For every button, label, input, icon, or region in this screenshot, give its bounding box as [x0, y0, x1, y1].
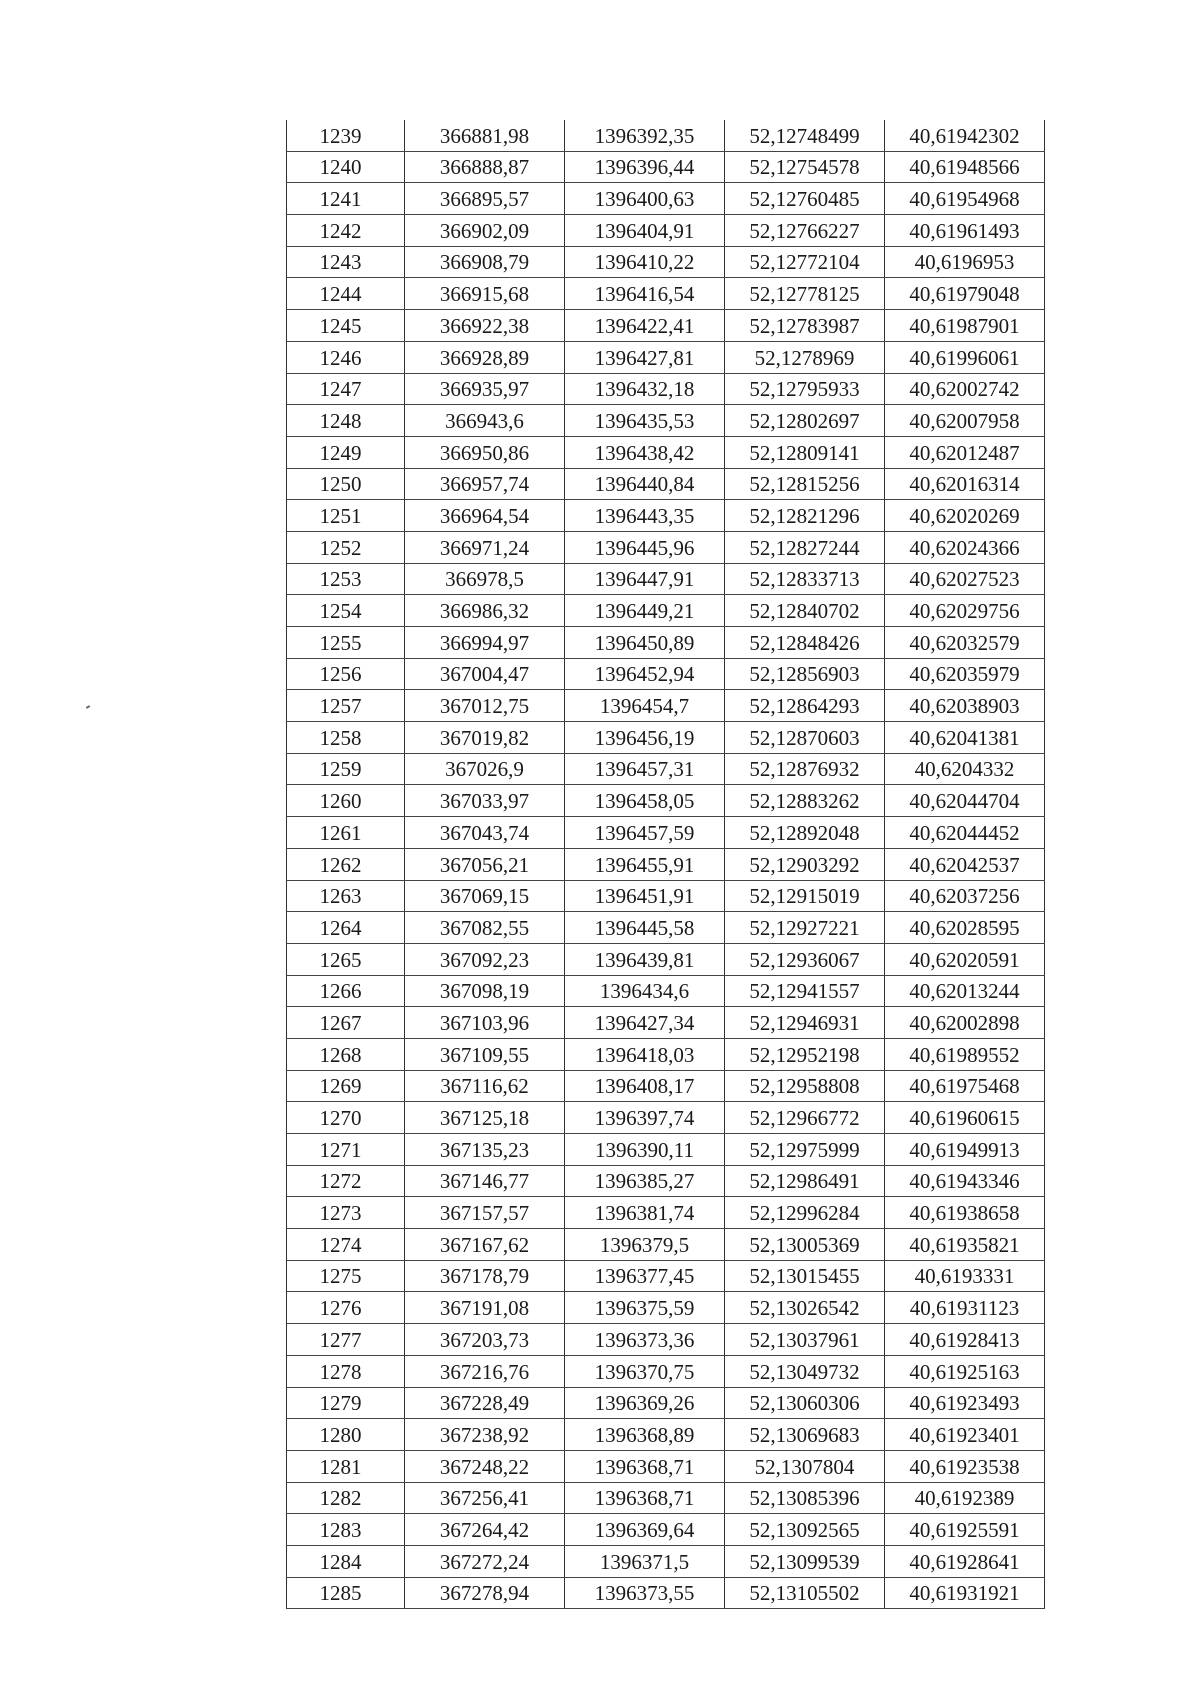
x-coordinate-cell: 366908,79 [405, 246, 565, 278]
table-row [287, 627, 1045, 659]
x-coordinate-cell: 367116,62 [405, 1070, 565, 1102]
longitude-cell: 40,61925163 [885, 1355, 1045, 1387]
y-coordinate-cell: 1396385,27 [565, 1165, 725, 1197]
x-coordinate-cell: 367109,55 [405, 1038, 565, 1070]
x-coordinate-cell: 366986,32 [405, 595, 565, 627]
longitude-cell: 40,61923401 [885, 1419, 1045, 1451]
longitude-cell: 40,61975468 [885, 1070, 1045, 1102]
latitude-cell: 52,12892048 [725, 817, 885, 849]
table-row [287, 373, 1045, 405]
longitude-cell: 40,62044452 [885, 817, 1045, 849]
point-number-cell: 1245 [287, 310, 405, 342]
x-coordinate-cell: 366902,09 [405, 215, 565, 247]
point-number-cell: 1265 [287, 943, 405, 975]
point-number-cell: 1259 [287, 753, 405, 785]
latitude-cell: 52,13069683 [725, 1419, 885, 1451]
coordinates-table-body [287, 120, 1045, 1609]
point-number-cell: 1260 [287, 785, 405, 817]
latitude-cell: 52,12815256 [725, 468, 885, 500]
longitude-cell: 40,62002898 [885, 1007, 1045, 1039]
y-coordinate-cell: 1396434,6 [565, 975, 725, 1007]
y-coordinate-cell: 1396410,22 [565, 246, 725, 278]
table-row [287, 1450, 1045, 1482]
latitude-cell: 52,12864293 [725, 690, 885, 722]
y-coordinate-cell: 1396457,31 [565, 753, 725, 785]
point-number-cell: 1275 [287, 1260, 405, 1292]
table-row [287, 310, 1045, 342]
x-coordinate-cell: 366915,68 [405, 278, 565, 310]
longitude-cell: 40,62044704 [885, 785, 1045, 817]
longitude-cell: 40,61928413 [885, 1324, 1045, 1356]
longitude-cell: 40,61949913 [885, 1134, 1045, 1166]
table-row [287, 722, 1045, 754]
y-coordinate-cell: 1396377,45 [565, 1260, 725, 1292]
x-coordinate-cell: 366971,24 [405, 531, 565, 563]
latitude-cell: 52,12876932 [725, 753, 885, 785]
point-number-cell: 1248 [287, 405, 405, 437]
longitude-cell: 40,61960615 [885, 1102, 1045, 1134]
table-row [287, 1514, 1045, 1546]
x-coordinate-cell: 367004,47 [405, 658, 565, 690]
point-number-cell: 1257 [287, 690, 405, 722]
point-number-cell: 1285 [287, 1577, 405, 1609]
latitude-cell: 52,12856903 [725, 658, 885, 690]
x-coordinate-cell: 367272,24 [405, 1545, 565, 1577]
point-number-cell: 1249 [287, 436, 405, 468]
x-coordinate-cell: 366895,57 [405, 183, 565, 215]
y-coordinate-cell: 1396447,91 [565, 563, 725, 595]
longitude-cell: 40,61996061 [885, 341, 1045, 373]
x-coordinate-cell: 367082,55 [405, 912, 565, 944]
x-coordinate-cell: 367191,08 [405, 1292, 565, 1324]
point-number-cell: 1242 [287, 215, 405, 247]
y-coordinate-cell: 1396392,35 [565, 120, 725, 151]
longitude-cell: 40,62028595 [885, 912, 1045, 944]
latitude-cell: 52,12821296 [725, 500, 885, 532]
y-coordinate-cell: 1396440,84 [565, 468, 725, 500]
latitude-cell: 52,12975999 [725, 1134, 885, 1166]
latitude-cell: 52,12783987 [725, 310, 885, 342]
point-number-cell: 1255 [287, 627, 405, 659]
table-row [287, 341, 1045, 373]
longitude-cell: 40,62024366 [885, 531, 1045, 563]
latitude-cell: 52,12952198 [725, 1038, 885, 1070]
table-row [287, 595, 1045, 627]
point-number-cell: 1263 [287, 880, 405, 912]
y-coordinate-cell: 1396438,42 [565, 436, 725, 468]
table-row [287, 183, 1045, 215]
longitude-cell: 40,61943346 [885, 1165, 1045, 1197]
latitude-cell: 52,12848426 [725, 627, 885, 659]
x-coordinate-cell: 367178,79 [405, 1260, 565, 1292]
x-coordinate-cell: 366935,97 [405, 373, 565, 405]
table-row [287, 1419, 1045, 1451]
longitude-cell: 40,61979048 [885, 278, 1045, 310]
y-coordinate-cell: 1396456,19 [565, 722, 725, 754]
y-coordinate-cell: 1396427,34 [565, 1007, 725, 1039]
x-coordinate-cell: 366978,5 [405, 563, 565, 595]
latitude-cell: 52,12827244 [725, 531, 885, 563]
x-coordinate-cell: 366994,97 [405, 627, 565, 659]
x-coordinate-cell: 366928,89 [405, 341, 565, 373]
x-coordinate-cell: 367228,49 [405, 1387, 565, 1419]
y-coordinate-cell: 1396458,05 [565, 785, 725, 817]
point-number-cell: 1261 [287, 817, 405, 849]
table-row [287, 975, 1045, 1007]
longitude-cell: 40,61931921 [885, 1577, 1045, 1609]
table-row [287, 1387, 1045, 1419]
latitude-cell: 52,12795933 [725, 373, 885, 405]
y-coordinate-cell: 1396432,18 [565, 373, 725, 405]
y-coordinate-cell: 1396445,96 [565, 531, 725, 563]
point-number-cell: 1243 [287, 246, 405, 278]
table-row [287, 1134, 1045, 1166]
point-number-cell: 1278 [287, 1355, 405, 1387]
longitude-cell: 40,62032579 [885, 627, 1045, 659]
table-row [287, 278, 1045, 310]
point-number-cell: 1262 [287, 848, 405, 880]
y-coordinate-cell: 1396457,59 [565, 817, 725, 849]
table-row [287, 1229, 1045, 1261]
table-row [287, 1007, 1045, 1039]
table-row [287, 1260, 1045, 1292]
x-coordinate-cell: 367125,18 [405, 1102, 565, 1134]
x-coordinate-cell: 366950,86 [405, 436, 565, 468]
point-number-cell: 1246 [287, 341, 405, 373]
table-row [287, 1577, 1045, 1609]
point-number-cell: 1271 [287, 1134, 405, 1166]
x-coordinate-cell: 366957,74 [405, 468, 565, 500]
x-coordinate-cell: 367157,57 [405, 1197, 565, 1229]
latitude-cell: 52,1278969 [725, 341, 885, 373]
table-row [287, 817, 1045, 849]
latitude-cell: 52,12748499 [725, 120, 885, 151]
table-row [287, 880, 1045, 912]
point-number-cell: 1282 [287, 1482, 405, 1514]
longitude-cell: 40,61923538 [885, 1450, 1045, 1482]
longitude-cell: 40,62007958 [885, 405, 1045, 437]
x-coordinate-cell: 367264,42 [405, 1514, 565, 1546]
latitude-cell: 52,12927221 [725, 912, 885, 944]
longitude-cell: 40,62002742 [885, 373, 1045, 405]
latitude-cell: 52,13015455 [725, 1260, 885, 1292]
latitude-cell: 52,13037961 [725, 1324, 885, 1356]
longitude-cell: 40,62027523 [885, 563, 1045, 595]
table-row [287, 1102, 1045, 1134]
y-coordinate-cell: 1396450,89 [565, 627, 725, 659]
y-coordinate-cell: 1396390,11 [565, 1134, 725, 1166]
longitude-cell: 40,6193331 [885, 1260, 1045, 1292]
latitude-cell: 52,12986491 [725, 1165, 885, 1197]
latitude-cell: 52,12772104 [725, 246, 885, 278]
latitude-cell: 52,12754578 [725, 151, 885, 183]
x-coordinate-cell: 366943,6 [405, 405, 565, 437]
x-coordinate-cell: 367019,82 [405, 722, 565, 754]
point-number-cell: 1252 [287, 531, 405, 563]
point-number-cell: 1281 [287, 1450, 405, 1482]
y-coordinate-cell: 1396370,75 [565, 1355, 725, 1387]
y-coordinate-cell: 1396451,91 [565, 880, 725, 912]
y-coordinate-cell: 1396368,89 [565, 1419, 725, 1451]
y-coordinate-cell: 1396400,63 [565, 183, 725, 215]
x-coordinate-cell: 367043,74 [405, 817, 565, 849]
y-coordinate-cell: 1396435,53 [565, 405, 725, 437]
table-row [287, 1070, 1045, 1102]
point-number-cell: 1253 [287, 563, 405, 595]
x-coordinate-cell: 367216,76 [405, 1355, 565, 1387]
table-row [287, 531, 1045, 563]
y-coordinate-cell: 1396396,44 [565, 151, 725, 183]
point-number-cell: 1256 [287, 658, 405, 690]
x-coordinate-cell: 367146,77 [405, 1165, 565, 1197]
x-coordinate-cell: 366888,87 [405, 151, 565, 183]
y-coordinate-cell: 1396445,58 [565, 912, 725, 944]
latitude-cell: 52,12840702 [725, 595, 885, 627]
point-number-cell: 1280 [287, 1419, 405, 1451]
point-number-cell: 1251 [287, 500, 405, 532]
x-coordinate-cell: 367103,96 [405, 1007, 565, 1039]
y-coordinate-cell: 1396369,26 [565, 1387, 725, 1419]
longitude-cell: 40,62012487 [885, 436, 1045, 468]
longitude-cell: 40,62041381 [885, 722, 1045, 754]
point-number-cell: 1276 [287, 1292, 405, 1324]
point-number-cell: 1241 [287, 183, 405, 215]
y-coordinate-cell: 1396439,81 [565, 943, 725, 975]
y-coordinate-cell: 1396454,7 [565, 690, 725, 722]
y-coordinate-cell: 1396373,55 [565, 1577, 725, 1609]
point-number-cell: 1250 [287, 468, 405, 500]
latitude-cell: 52,13005369 [725, 1229, 885, 1261]
longitude-cell: 40,62038903 [885, 690, 1045, 722]
latitude-cell: 52,12833713 [725, 563, 885, 595]
longitude-cell: 40,62037256 [885, 880, 1045, 912]
point-number-cell: 1283 [287, 1514, 405, 1546]
table-row [287, 848, 1045, 880]
coordinates-table [286, 120, 1045, 1609]
table-row [287, 1292, 1045, 1324]
latitude-cell: 52,12766227 [725, 215, 885, 247]
point-number-cell: 1270 [287, 1102, 405, 1134]
x-coordinate-cell: 367278,94 [405, 1577, 565, 1609]
longitude-cell: 40,61923493 [885, 1387, 1045, 1419]
x-coordinate-cell: 367033,97 [405, 785, 565, 817]
latitude-cell: 52,12778125 [725, 278, 885, 310]
longitude-cell: 40,62016314 [885, 468, 1045, 500]
longitude-cell: 40,61989552 [885, 1038, 1045, 1070]
latitude-cell: 52,12966772 [725, 1102, 885, 1134]
point-number-cell: 1267 [287, 1007, 405, 1039]
point-number-cell: 1240 [287, 151, 405, 183]
longitude-cell: 40,61928641 [885, 1545, 1045, 1577]
x-coordinate-cell: 366922,38 [405, 310, 565, 342]
table-row [287, 563, 1045, 595]
table-row [287, 120, 1045, 151]
y-coordinate-cell: 1396397,74 [565, 1102, 725, 1134]
y-coordinate-cell: 1396368,71 [565, 1482, 725, 1514]
latitude-cell: 52,12958808 [725, 1070, 885, 1102]
point-number-cell: 1279 [287, 1387, 405, 1419]
table-row [287, 1482, 1045, 1514]
point-number-cell: 1264 [287, 912, 405, 944]
point-number-cell: 1274 [287, 1229, 405, 1261]
y-coordinate-cell: 1396379,5 [565, 1229, 725, 1261]
point-number-cell: 1284 [287, 1545, 405, 1577]
latitude-cell: 52,12915019 [725, 880, 885, 912]
point-number-cell: 1277 [287, 1324, 405, 1356]
table-row [287, 1355, 1045, 1387]
point-number-cell: 1269 [287, 1070, 405, 1102]
x-coordinate-cell: 367238,92 [405, 1419, 565, 1451]
longitude-cell: 40,62042537 [885, 848, 1045, 880]
longitude-cell: 40,61954968 [885, 183, 1045, 215]
latitude-cell: 52,12802697 [725, 405, 885, 437]
longitude-cell: 40,6196953 [885, 246, 1045, 278]
table-row [287, 1197, 1045, 1229]
table-row [287, 753, 1045, 785]
y-coordinate-cell: 1396422,41 [565, 310, 725, 342]
y-coordinate-cell: 1396443,35 [565, 500, 725, 532]
table-row [287, 1324, 1045, 1356]
y-coordinate-cell: 1396427,81 [565, 341, 725, 373]
y-coordinate-cell: 1396381,74 [565, 1197, 725, 1229]
table-row [287, 151, 1045, 183]
point-number-cell: 1239 [287, 120, 405, 151]
table-row [287, 468, 1045, 500]
x-coordinate-cell: 367135,23 [405, 1134, 565, 1166]
y-coordinate-cell: 1396368,71 [565, 1450, 725, 1482]
latitude-cell: 52,13092565 [725, 1514, 885, 1546]
latitude-cell: 52,13085396 [725, 1482, 885, 1514]
latitude-cell: 52,13026542 [725, 1292, 885, 1324]
x-coordinate-cell: 367056,21 [405, 848, 565, 880]
table-row [287, 912, 1045, 944]
longitude-cell: 40,61935821 [885, 1229, 1045, 1261]
table-row [287, 500, 1045, 532]
x-coordinate-cell: 367069,15 [405, 880, 565, 912]
x-coordinate-cell: 367026,9 [405, 753, 565, 785]
y-coordinate-cell: 1396452,94 [565, 658, 725, 690]
table-row [287, 785, 1045, 817]
longitude-cell: 40,61931123 [885, 1292, 1045, 1324]
table-row [287, 405, 1045, 437]
y-coordinate-cell: 1396418,03 [565, 1038, 725, 1070]
latitude-cell: 52,12870603 [725, 722, 885, 754]
table-row [287, 943, 1045, 975]
table-row [287, 658, 1045, 690]
point-number-cell: 1258 [287, 722, 405, 754]
y-coordinate-cell: 1396455,91 [565, 848, 725, 880]
latitude-cell: 52,13060306 [725, 1387, 885, 1419]
latitude-cell: 52,13099539 [725, 1545, 885, 1577]
y-coordinate-cell: 1396408,17 [565, 1070, 725, 1102]
x-coordinate-cell: 367098,19 [405, 975, 565, 1007]
latitude-cell: 52,12760485 [725, 183, 885, 215]
y-coordinate-cell: 1396371,5 [565, 1545, 725, 1577]
point-number-cell: 1272 [287, 1165, 405, 1197]
x-coordinate-cell: 367256,41 [405, 1482, 565, 1514]
x-coordinate-cell: 367203,73 [405, 1324, 565, 1356]
longitude-cell: 40,62029756 [885, 595, 1045, 627]
table-row [287, 246, 1045, 278]
y-coordinate-cell: 1396375,59 [565, 1292, 725, 1324]
x-coordinate-cell: 366964,54 [405, 500, 565, 532]
latitude-cell: 52,13105502 [725, 1577, 885, 1609]
x-coordinate-cell: 366881,98 [405, 120, 565, 151]
longitude-cell: 40,62013244 [885, 975, 1045, 1007]
longitude-cell: 40,61948566 [885, 151, 1045, 183]
table-row [287, 690, 1045, 722]
latitude-cell: 52,13049732 [725, 1355, 885, 1387]
table-row [287, 1038, 1045, 1070]
longitude-cell: 40,61938658 [885, 1197, 1045, 1229]
y-coordinate-cell: 1396369,64 [565, 1514, 725, 1546]
y-coordinate-cell: 1396373,36 [565, 1324, 725, 1356]
longitude-cell: 40,61942302 [885, 120, 1045, 151]
latitude-cell: 52,12883262 [725, 785, 885, 817]
latitude-cell: 52,12809141 [725, 436, 885, 468]
latitude-cell: 52,1307804 [725, 1450, 885, 1482]
point-number-cell: 1268 [287, 1038, 405, 1070]
point-number-cell: 1273 [287, 1197, 405, 1229]
x-coordinate-cell: 367092,23 [405, 943, 565, 975]
point-number-cell: 1266 [287, 975, 405, 1007]
longitude-cell: 40,61987901 [885, 310, 1045, 342]
latitude-cell: 52,12996284 [725, 1197, 885, 1229]
x-coordinate-cell: 367167,62 [405, 1229, 565, 1261]
latitude-cell: 52,12941557 [725, 975, 885, 1007]
table-row [287, 1165, 1045, 1197]
y-coordinate-cell: 1396416,54 [565, 278, 725, 310]
point-number-cell: 1247 [287, 373, 405, 405]
point-number-cell: 1244 [287, 278, 405, 310]
latitude-cell: 52,12946931 [725, 1007, 885, 1039]
longitude-cell: 40,62020269 [885, 500, 1045, 532]
table-row [287, 215, 1045, 247]
longitude-cell: 40,6204332 [885, 753, 1045, 785]
longitude-cell: 40,61961493 [885, 215, 1045, 247]
y-coordinate-cell: 1396449,21 [565, 595, 725, 627]
latitude-cell: 52,12903292 [725, 848, 885, 880]
table-row [287, 1545, 1045, 1577]
longitude-cell: 40,62035979 [885, 658, 1045, 690]
x-coordinate-cell: 367012,75 [405, 690, 565, 722]
longitude-cell: 40,61925591 [885, 1514, 1045, 1546]
table-row [287, 436, 1045, 468]
x-coordinate-cell: 367248,22 [405, 1450, 565, 1482]
longitude-cell: 40,6192389 [885, 1482, 1045, 1514]
stray-mark [86, 705, 90, 709]
latitude-cell: 52,12936067 [725, 943, 885, 975]
longitude-cell: 40,62020591 [885, 943, 1045, 975]
point-number-cell: 1254 [287, 595, 405, 627]
y-coordinate-cell: 1396404,91 [565, 215, 725, 247]
